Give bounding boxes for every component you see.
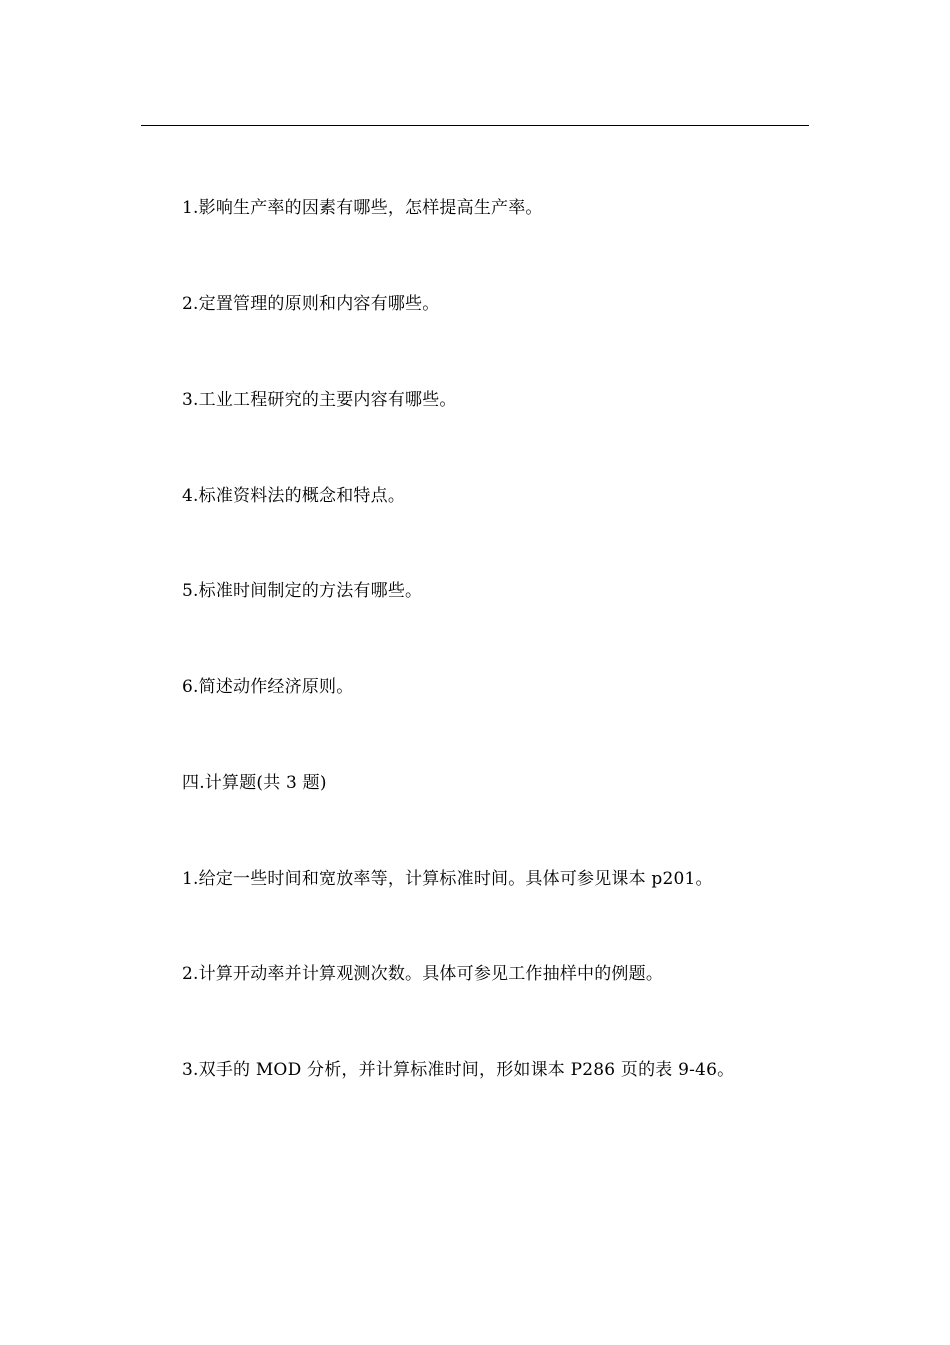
short-answer-question-2: 2.定置管理的原则和内容有哪些。 <box>182 294 440 314</box>
short-answer-question-5: 5.标准时间制定的方法有哪些。 <box>182 581 423 601</box>
calculation-question-3: 3.双手的 MOD 分析，并计算标准时间，形如课本 P286 页的表 9-46。 <box>182 1060 735 1080</box>
short-answer-question-3: 3.工业工程研究的主要内容有哪些。 <box>182 390 457 410</box>
section-heading-calculation: 四.计算题(共 3 题) <box>182 773 327 793</box>
short-answer-question-6: 6.简述动作经济原则。 <box>182 677 354 697</box>
calculation-question-2: 2.计算开动率并计算观测次数。具体可参见工作抽样中的例题。 <box>182 964 664 984</box>
header-rule <box>141 125 809 126</box>
calculation-question-1: 1.给定一些时间和宽放率等，计算标准时间。具体可参见课本 p201。 <box>182 869 713 889</box>
short-answer-question-4: 4.标准资料法的概念和特点。 <box>182 486 406 506</box>
short-answer-question-1: 1.影响生产率的因素有哪些，怎样提高生产率。 <box>182 198 543 218</box>
